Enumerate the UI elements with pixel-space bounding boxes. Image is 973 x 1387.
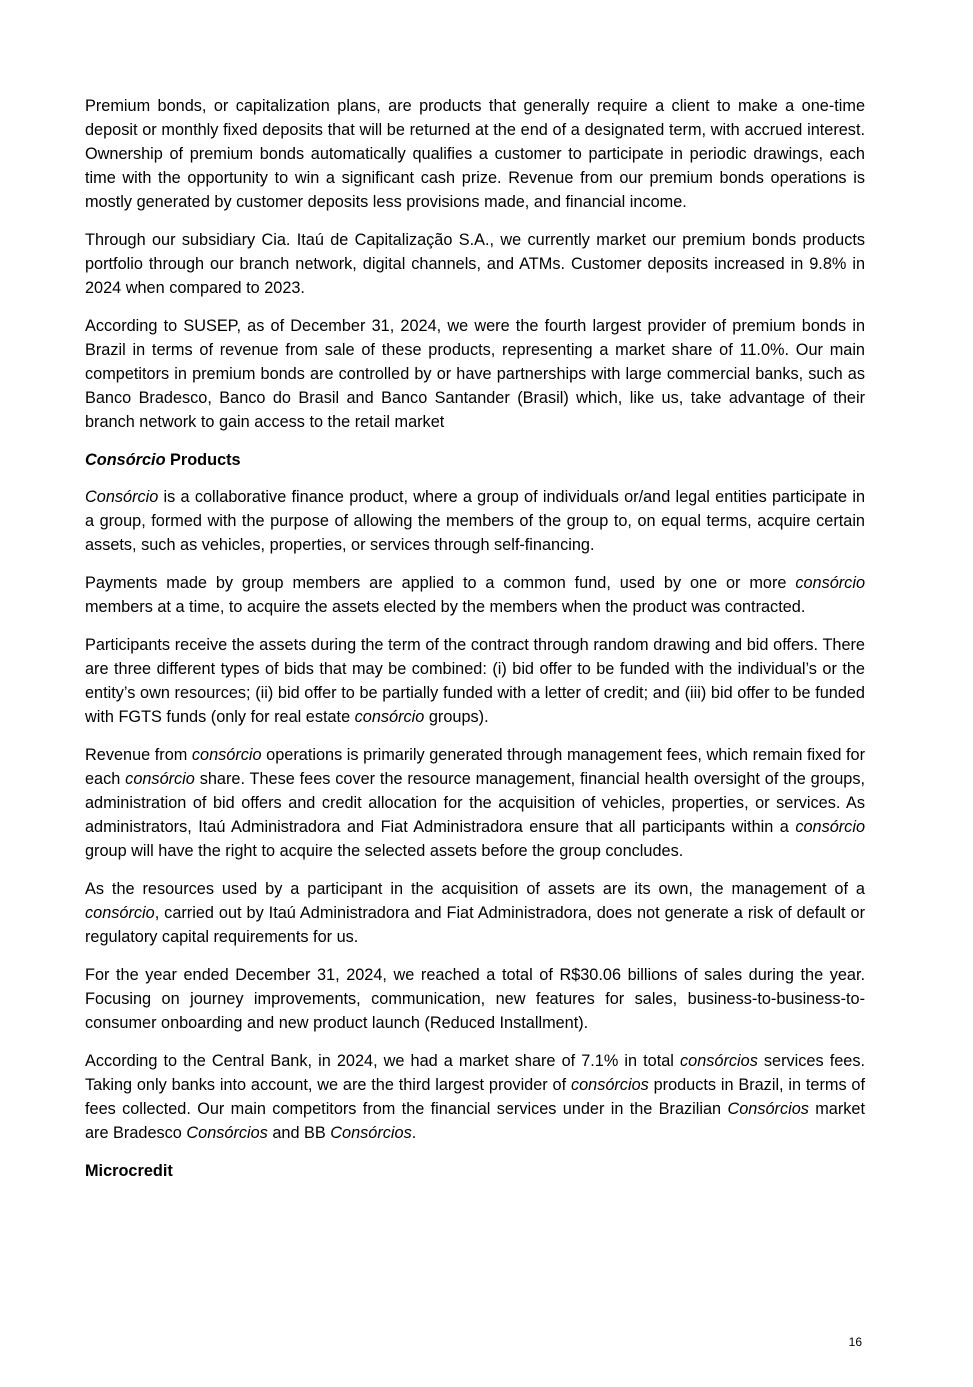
page-content <box>85 94 865 1196</box>
consorcio-definition-paragraph: Consórcio is a collaborative finance product, where a group of individuals or/and legal entities participate in a group, formed with the purpose of allowing the members of the group to, on equal terms, acquire certain assets, such as vehicles, properties, or services through self-financing. <box>85 488 865 554</box>
susep-paragraph: According to SUSEP, as of December 31, 2024, we were the fourth largest provider of premium bonds in Brazil in terms of revenue from sale of these products, representing a market share of 11.0%. Our main competitors in premium bonds are controlled by or have partnerships with large commercial banks, such as Banco Bradesco, Banco do Brasil and Banco Santander (Brasil) which, like us, take advantage of their branch network to gain access to the retail market <box>85 317 865 431</box>
subsidiary-paragraph: Through our subsidiary Cia. Itaú de Capitalização S.A., we currently market our premium bonds products portfolio through our branch network, digital channels, and ATMs. Customer deposits increased in 9.8% in 2024 when compared to 2023. <box>85 231 865 297</box>
revenue-paragraph: Revenue from consórcio operations is primarily generated through management fees, which remain fixed for each consórcio share. These fees cover the resource management, financial health oversight of the groups, administration of bid offers and credit allocation for the acquisition of vehicles, properties, or services. As administrators, Itaú Administradora and Fiat Administradora ensure that all participants within a consórcio group will have the right to acquire the selected assets before the group concludes. <box>85 746 865 860</box>
consorcio-heading-rest: Products <box>165 451 241 469</box>
payments-paragraph: Payments made by group members are applied to a common fund, used by one or more consórcio members at a time, to acquire the assets elected by the members when the product was contracted. <box>85 574 865 616</box>
page-number: 16 <box>848 1335 862 1349</box>
sales-paragraph: For the year ended December 31, 2024, we reached a total of R$30.06 billions of sales during the year. Focusing on journey improvements, communication, new features for sales, business-to-business-to-consumer onboarding and new product launch (Reduced Installment). <box>85 966 865 1032</box>
consorcio-products-heading <box>85 448 865 472</box>
participants-paragraph: Participants receive the assets during the term of the contract through random drawing and bid offers. There are three different types of bids that may be combined: (i) bid offer to be funded with the individual’s or the entity’s own resources; (ii) bid offer to be partially funded with a letter of credit; and (iii) bid offer to be funded with FGTS funds (only for real estate consórcio groups). <box>85 636 865 726</box>
consorcio-heading-italic: Consórcio <box>85 451 166 469</box>
resources-paragraph: As the resources used by a participant in the acquisition of assets are its own, the management of a consórcio, carried out by Itaú Administradora and Fiat Administradora, does not generate a risk of default or regulatory capital requirements for us. <box>85 880 865 946</box>
premium-bonds-paragraph: Premium bonds, or capitalization plans, are products that generally require a client to make a one-time deposit or monthly fixed deposits that will be returned at the end of a designated term, with accrued interest. Ownership of premium bonds automatically qualifies a customer to participate in periodic drawings, each time with the opportunity to win a significant cash prize. Revenue from our premium bonds operations is mostly generated by customer deposits less provisions made, and financial income. <box>85 97 865 211</box>
microcredit-heading: Microcredit <box>85 1162 173 1180</box>
market-share-paragraph: According to the Central Bank, in 2024, we had a market share of 7.1% in total consórcios services fees. Taking only banks into account, we are the third largest provider of consórcios products in Brazil, in terms of fees collected. Our main competitors from the financial services under in the Brazilian Consórcios market are Bradesco Consórcios and BB Consórcios. <box>85 1052 866 1142</box>
